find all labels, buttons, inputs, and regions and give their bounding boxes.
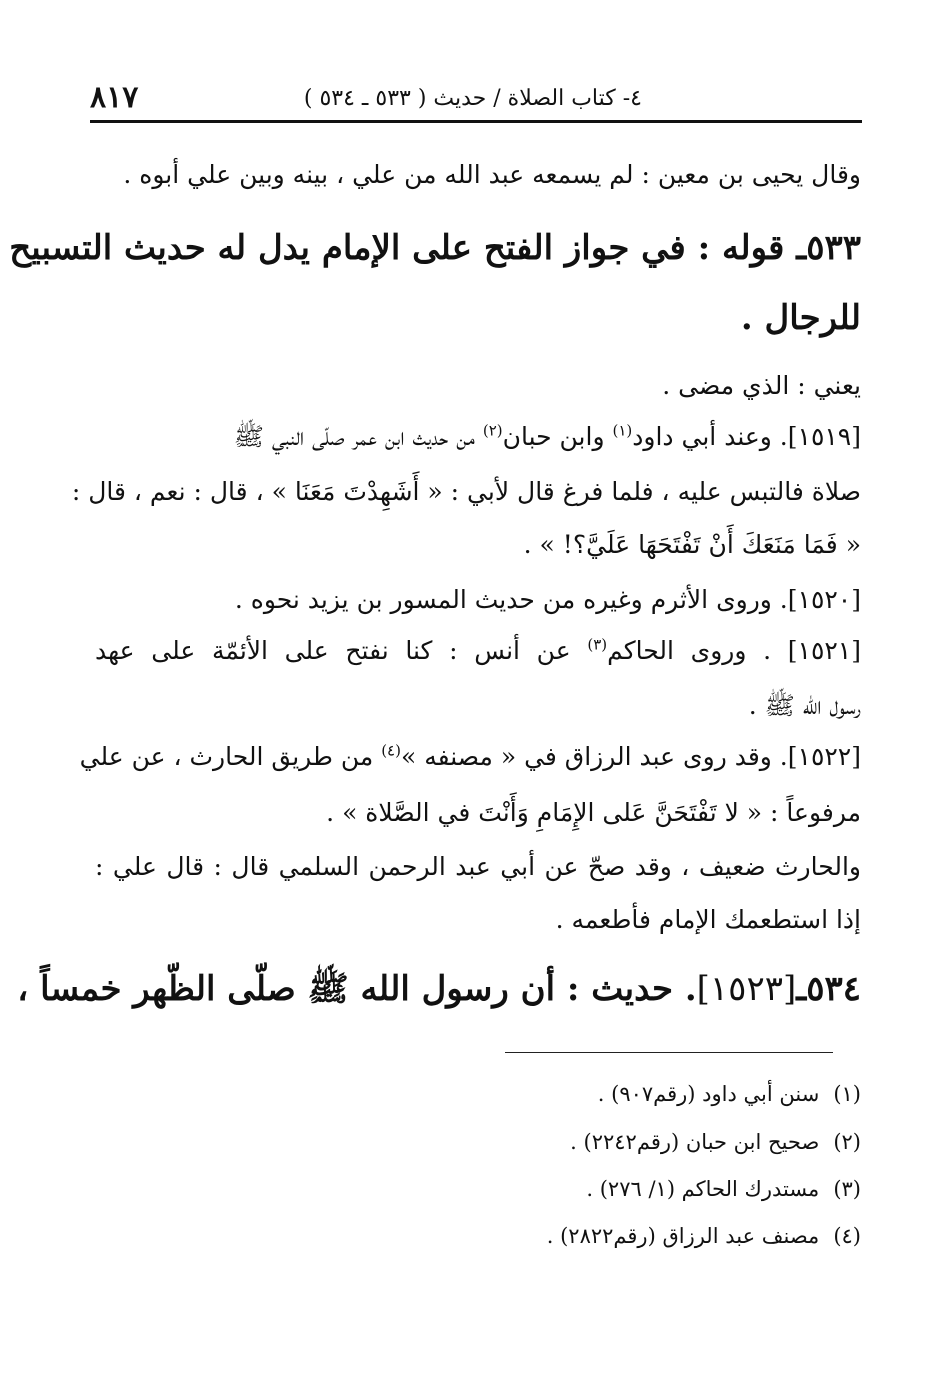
para-1522-text-b: من طريق الحارث ، عن علي <box>79 742 382 771</box>
footnote-ref-2: (٢) <box>482 421 503 440</box>
footnote-ref-1: (١) <box>612 421 633 440</box>
footnote-text: سنن أبي داود (رقم٩٠٧) . <box>597 1082 820 1106</box>
para-1519-text-a: [١٥١٩]. وعند أبي داود <box>632 422 861 451</box>
footnote-rule <box>505 1052 833 1053</box>
para-1521-line1 <box>95 636 861 665</box>
footnote-number: (١) <box>833 1082 861 1106</box>
running-title: ٤- كتاب الصلاة / حديث ( ٥٣٣ ـ ٥٣٤ ) <box>303 86 642 111</box>
footnote-4 <box>547 1224 861 1248</box>
para-1521-line2: رسول الله ﷺ . <box>748 691 861 720</box>
footnote-1 <box>598 1082 861 1106</box>
page-number: ٨١٧ <box>90 80 139 115</box>
para-1522-text-a: [١٥٢٢]. وقد روى عبد الرزاق في « مصنفه » <box>400 742 861 771</box>
footnote-text: مستدرك الحاكم (١/ ٢٧٦) . <box>586 1177 820 1201</box>
para-1519-text-b: وابن حبان <box>502 422 613 451</box>
footnote-number: (٢) <box>833 1130 861 1154</box>
text-line-ibn-main: وقال يحيى بن معين : لم يسمعه عبد الله من علي ، بينه وبين علي أبوه . <box>123 160 861 189</box>
header-rule <box>90 120 862 123</box>
heading-534 <box>17 968 861 1017</box>
footnote-text: مصنف عبد الرزاق (رقم٢٨٢٢) . <box>546 1224 820 1248</box>
footnote-ref-4: (٤) <box>381 741 401 760</box>
para-1522-line1 <box>79 741 861 771</box>
heading-534-number: ٥٣٤ـ <box>796 969 861 1009</box>
para-1521-text-b: عن أنس : كنا نفتح على الأئمّة على عهد <box>95 636 588 665</box>
para-1519-line1 <box>234 421 861 458</box>
heading-533-cont: للرجال . <box>740 298 861 338</box>
footnote-number: (٣) <box>833 1177 861 1201</box>
text-line-yani: يعني : الذي مضى . <box>662 371 861 400</box>
page-header <box>90 78 862 118</box>
footnote-2 <box>570 1130 861 1154</box>
para-harith-line2: إذا استطعمك الإمام فأطعمه . <box>555 905 861 934</box>
para-1519-line3: « فَمَا مَنَعَكَ أَنْ تَفْتَحَهَا عَلَيَّ؟! » . <box>523 530 861 559</box>
footnote-text: صحيح ابن حبان (رقم٢٢٤٢) . <box>570 1130 820 1154</box>
footnote-number: (٤) <box>833 1224 861 1248</box>
footnote-ref-3: (٣) <box>587 635 608 654</box>
para-1522-line2: مرفوعاً : « لا تَفْتَحَنَّ عَلى الإِمَامِ وَأَنْتَ في الصَّلاة » . <box>326 798 861 827</box>
footnote-3 <box>586 1177 861 1201</box>
para-1520: [١٥٢٠]. وروى الأثرم وغيره من حديث المسور بن يزيد نحوه . <box>234 585 861 614</box>
para-harith-line1: والحارث ضعيف ، وقد صحّ عن أبي عبد الرحمن السلمي قال : قال علي : <box>95 852 861 881</box>
para-1521-text-a: [١٥٢١] . وروى الحاكم <box>607 636 861 665</box>
heading-534-ref: [١٥٢٣] <box>696 969 797 1009</box>
para-1519-text-c: من حديث ابن عمر صلّى النبي ﷺ <box>233 422 483 451</box>
heading-534-text: . حديث : أن رسول الله ﷺ صلّى الظّهر خمساً ، <box>17 969 697 1009</box>
heading-533: ٥٣٣ـ قوله : في جواز الفتح على الإمام يدل له حديث التسبيح <box>9 228 861 268</box>
para-1519-line2: صلاة فالتبس عليه ، فلما فرغ قال لأبي : « أَشَهِدْتَ مَعَنَا » ، قال : نعم ، قال : <box>71 477 861 506</box>
